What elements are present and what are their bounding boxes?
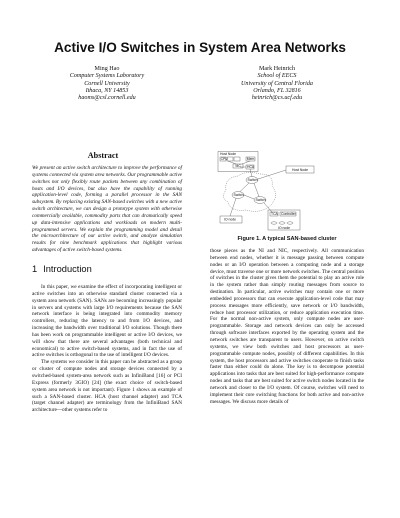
author-city: Ithaca, NY 14853 xyxy=(85,87,129,94)
hca-label: HCA xyxy=(247,165,255,169)
controller-label: Controller xyxy=(281,212,296,216)
section-heading xyxy=(32,264,92,274)
disk-icon xyxy=(287,222,293,224)
host-node-2-label: Host Node xyxy=(292,167,309,172)
author-name: Ming Hao xyxy=(94,66,120,72)
author-org: Cornell University xyxy=(84,80,130,87)
figure-san-cluster xyxy=(216,150,364,234)
switch-label: Switch xyxy=(247,178,258,182)
author-block-2 xyxy=(202,66,352,102)
author-org: University of Central Florida xyxy=(241,80,313,87)
section-number: 1 xyxy=(32,264,38,274)
author-block-1 xyxy=(32,66,182,102)
body-paragraph: those pieces as the NI and NIC, respectively. All communication between end nodes, whether it is message passing between compute nodes or an I/O operation between a computing node and a storage device, must traverse one or more network switches. The central position of switches in the cluster gives them the potential to play an active role in the system rather than simply routing messages from source to destination. In particular, active switches may contain one or more embedded processors that can execute application-level code that may process messages more efficiently, save network or I/O bandwidth, reduce host processor utilization, or reduce application execution time. For the normal non-active system, only compute nodes are user-programmable. Storage and network devices can only be accessed through software interfaces exported by the operating system and the network switches are transparent to users. However, on active switch systems, we view both switches and host processors as user-programmable compute nodes, possibly of different capabilities. In this system, the host processors and active switches cooperate to finish tasks faster than either could do alone. The key is to decompose potential applications into tasks that are best suited for high-performance compute nodes and tasks that are best suited for active switch nodes located in the network and closer to the I/O system. Of course, switches will need to implement their core switching functions for both active and non-active messages. We discuss more details of xyxy=(210,248,364,405)
switch-2-label: Switch xyxy=(233,193,244,197)
switch-3-label: Switch xyxy=(255,198,266,202)
author-email: haoms@csl.cornell.edu xyxy=(78,95,136,102)
cpu-box xyxy=(227,157,233,161)
disk-icon xyxy=(271,222,277,224)
body-paragraph: The systems we consider in this paper can be abstracted as a group or cluster of compute nodes and storage devices connected by a switched-based system-area network such as InfiniBand [16] or PCI Express (formerly 3GIO) [24] (the exact choice of switch-based system area network is not important). Figure 1 shows an example of such a SAN-based cluster. HCA (host channel adapter) and TCA (target channel adapter) are terminology from the InfiniBand SAN architecture—other systems refer to xyxy=(32,359,182,414)
author-dept: School of EECS xyxy=(257,73,297,80)
tca-label: TCA xyxy=(271,212,278,216)
author-dept: Computer Systems Laboratory xyxy=(69,73,145,80)
abstract-heading: Abstract xyxy=(87,151,119,160)
right-column-body xyxy=(210,248,364,405)
paper-title: Active I/O Switches in System Area Networks xyxy=(54,40,346,55)
author-name: Mark Heinrich xyxy=(258,66,296,72)
body-paragraph: In this paper, we examine the effect of incorporating intelligent or active switches into an otherwise standard cluster connected via a system area network (SAN). SANs are becoming increasingly popular in servers and systems with large I/O requirements because the SAN network interface is being integrated into commodity memory controllers, reducing the latency to and from I/O devices, and increasing the bandwidth over traditional I/O solutions. Though there has been work on programmable intelligent or active I/O devices, we will show that there are several advantages (both technical and economical) to active switch-based systems, and in fact the use of active switches is orthogonal to the use of intelligent I/O devices. xyxy=(32,284,182,359)
host-node-label: Host Node xyxy=(220,152,237,156)
cpu-label: CPU xyxy=(220,157,228,161)
san-cluster-diagram xyxy=(216,150,364,234)
disk-icon xyxy=(279,222,285,224)
left-column-body xyxy=(32,284,182,414)
io-node-label: IO node xyxy=(224,217,237,222)
author-email: heinrich@cs.ucf.edu xyxy=(251,95,303,102)
io-node-2-label: IO node xyxy=(278,226,291,230)
figure-caption: Figure 1. A typical SAN-based cluster xyxy=(237,236,337,242)
author-city: Orlando, FL 32816 xyxy=(253,87,301,94)
section-title: Introduction xyxy=(43,264,92,274)
mem-label: Mem xyxy=(246,157,255,161)
cpu-box xyxy=(234,157,240,161)
abstract-text: We present an active switch architecture to improve the performance of systems connected via system area networks. Our programmable active switches not only flexibly route packets between any combination of hosts and I/O devices, but also have the capability of running application-level code, forming a parallel processor in the SAN subsystem. By replacing existing SAN-based switches with a new active switch architecture, we can design a prototype system with otherwise commercially available, commodity parts that can dramatically speed up data-intensive applications and workloads on modern multi-programmed servers. We explain the programming model and detail the microarchitecture of our active switch, and analyze simulation results for nine benchmark applications that highlight various advantages of active switch-based systems. xyxy=(32,165,182,254)
mc-label: MC xyxy=(235,164,241,168)
